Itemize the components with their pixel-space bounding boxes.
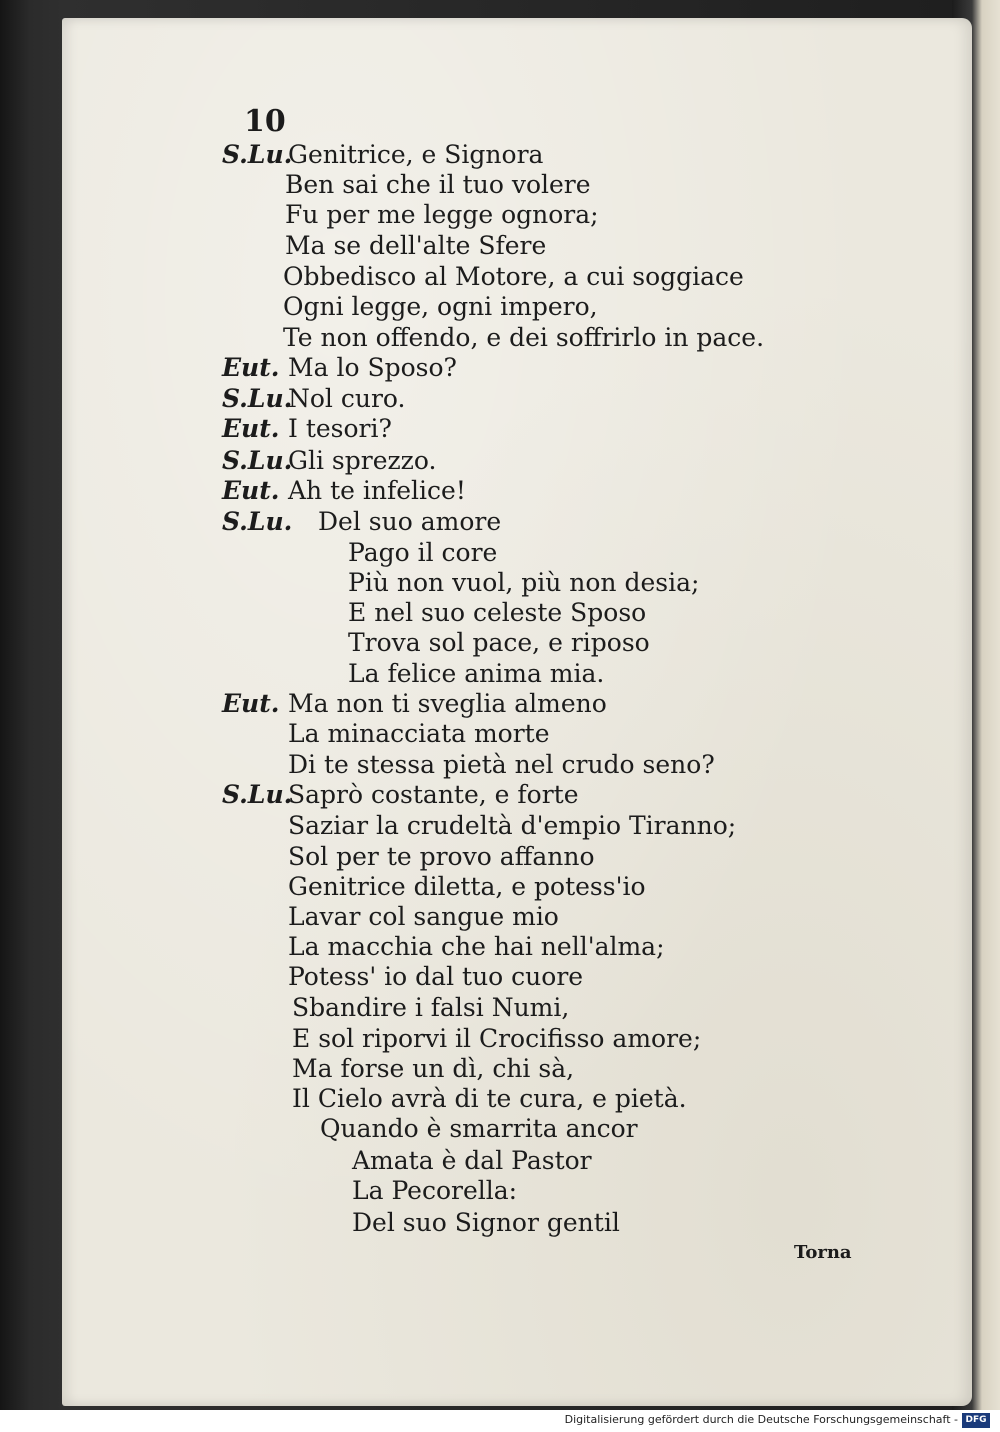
verse-text-line: Nol curo. bbox=[288, 384, 406, 413]
verse-text-line: Ma se dell'alte Sfere bbox=[285, 231, 547, 260]
verse-line bbox=[0, 384, 900, 414]
verse-text-line: Pago il core bbox=[348, 538, 498, 567]
verse-text-line: E sol riporvi il Crocifisso amore; bbox=[292, 1024, 702, 1053]
verse-line bbox=[0, 962, 900, 992]
verse-text-line: Genitrice, e Signora bbox=[288, 140, 544, 169]
verse-line bbox=[0, 353, 900, 383]
verse-text-line: Ah te infelice! bbox=[288, 476, 466, 505]
verse-text-line: La felice anima mia. bbox=[348, 659, 605, 688]
verse-line bbox=[0, 538, 900, 568]
speaker-label: S.Lu. bbox=[222, 140, 293, 169]
verse-text-line: Ma lo Sposo? bbox=[288, 353, 457, 382]
verse-text-line: Quando è smarrita ancor bbox=[320, 1114, 638, 1143]
verse-text-line: Ogni legge, ogni impero, bbox=[283, 292, 598, 321]
verse-text-line: La minacciata morte bbox=[288, 719, 550, 748]
verse-line bbox=[0, 568, 900, 598]
verse-text-line: Saprò costante, e forte bbox=[288, 780, 579, 809]
verse-line bbox=[0, 1054, 900, 1084]
verse-line bbox=[0, 719, 900, 749]
footer-bar bbox=[0, 1410, 1000, 1432]
verse-text-line: Più non vuol, più non desia; bbox=[348, 568, 700, 597]
verse-line bbox=[0, 842, 900, 872]
verse-line bbox=[0, 231, 900, 261]
verse-text-line: Sbandire i falsi Numi, bbox=[292, 993, 570, 1022]
verse-line bbox=[0, 689, 900, 719]
verse-line bbox=[0, 200, 900, 230]
verse-text-line: E nel suo celeste Sposo bbox=[348, 598, 647, 627]
verse-text-line: Di te stessa pietà nel crudo seno? bbox=[288, 750, 715, 779]
page-number: 10 bbox=[244, 104, 286, 139]
verse-line bbox=[0, 1114, 900, 1144]
verse-line bbox=[0, 476, 900, 506]
verse-line bbox=[0, 323, 900, 353]
verse-line bbox=[0, 414, 900, 444]
verse-line bbox=[0, 1024, 900, 1054]
speaker-label: Eut. bbox=[222, 353, 280, 382]
verse-line bbox=[0, 1208, 900, 1238]
speaker-label: Eut. bbox=[222, 476, 280, 505]
verse-line bbox=[0, 292, 900, 322]
verse-line bbox=[0, 446, 900, 476]
speaker-label: Eut. bbox=[222, 414, 280, 443]
verse-text-line: Amata è dal Pastor bbox=[352, 1146, 592, 1175]
verse-text-line: Ma forse un dì, chi sà, bbox=[292, 1054, 575, 1083]
verse-line bbox=[0, 993, 900, 1023]
verse-line bbox=[0, 902, 900, 932]
verse-line bbox=[0, 872, 900, 902]
verse-text-line: Fu per me legge ognora; bbox=[285, 200, 599, 229]
verse-line bbox=[0, 750, 900, 780]
verse-line bbox=[0, 811, 900, 841]
verse-text-line: Obbedisco al Motore, a cui soggiace bbox=[283, 262, 744, 291]
verse-line bbox=[0, 1084, 900, 1114]
verse-text-line: Potess' io dal tuo cuore bbox=[288, 962, 584, 991]
verse-text-line: La macchia che hai nell'alma; bbox=[288, 932, 665, 961]
verse-line bbox=[0, 932, 900, 962]
verse-text-line: Del suo amore bbox=[318, 507, 502, 536]
verse-text-line: Genitrice diletta, e potess'io bbox=[288, 872, 646, 901]
footer-credit: Digitalisierung gefördert durch die Deutsche Forschungsgemeinschaft - bbox=[564, 1413, 958, 1426]
verse-line bbox=[0, 628, 900, 658]
verse-line bbox=[0, 262, 900, 292]
verse-text-line: Ma non ti sveglia almeno bbox=[288, 689, 607, 718]
verse-line bbox=[0, 1176, 900, 1206]
verse-text-line: Ben sai che il tuo volere bbox=[285, 170, 591, 199]
verse-line bbox=[0, 507, 900, 537]
verse-line bbox=[0, 1146, 900, 1176]
speaker-label: S.Lu. bbox=[222, 780, 293, 809]
verse-text-line: Lavar col sangue mio bbox=[288, 902, 559, 931]
verse-text-line: Saziar la crudeltà d'empio Tiranno; bbox=[288, 811, 737, 840]
catchword: Torna bbox=[794, 1242, 852, 1263]
speaker-label: S.Lu. bbox=[222, 384, 293, 413]
verse-text-line: La Pecorella: bbox=[352, 1176, 518, 1205]
speaker-label: S.Lu. bbox=[222, 507, 293, 536]
verse-line bbox=[0, 170, 900, 200]
verse-text-line: Sol per te provo affanno bbox=[288, 842, 595, 871]
verse-line bbox=[0, 780, 900, 810]
verse-text-line: Il Cielo avrà di te cura, e pietà. bbox=[292, 1084, 687, 1113]
verse-text-line: I tesori? bbox=[288, 414, 392, 443]
verse-text-line: Gli sprezzo. bbox=[288, 446, 437, 475]
verse-line bbox=[0, 140, 900, 170]
dfg-logo-icon: DFG bbox=[962, 1413, 990, 1428]
verse-text-line: Te non offendo, e dei soffrirlo in pace. bbox=[283, 323, 765, 352]
speaker-label: S.Lu. bbox=[222, 446, 293, 475]
verse-line bbox=[0, 659, 900, 689]
verse-text-line: Del suo Signor gentil bbox=[352, 1208, 620, 1237]
verse-line bbox=[0, 598, 900, 628]
speaker-label: Eut. bbox=[222, 689, 280, 718]
verse-text-line: Trova sol pace, e riposo bbox=[348, 628, 650, 657]
